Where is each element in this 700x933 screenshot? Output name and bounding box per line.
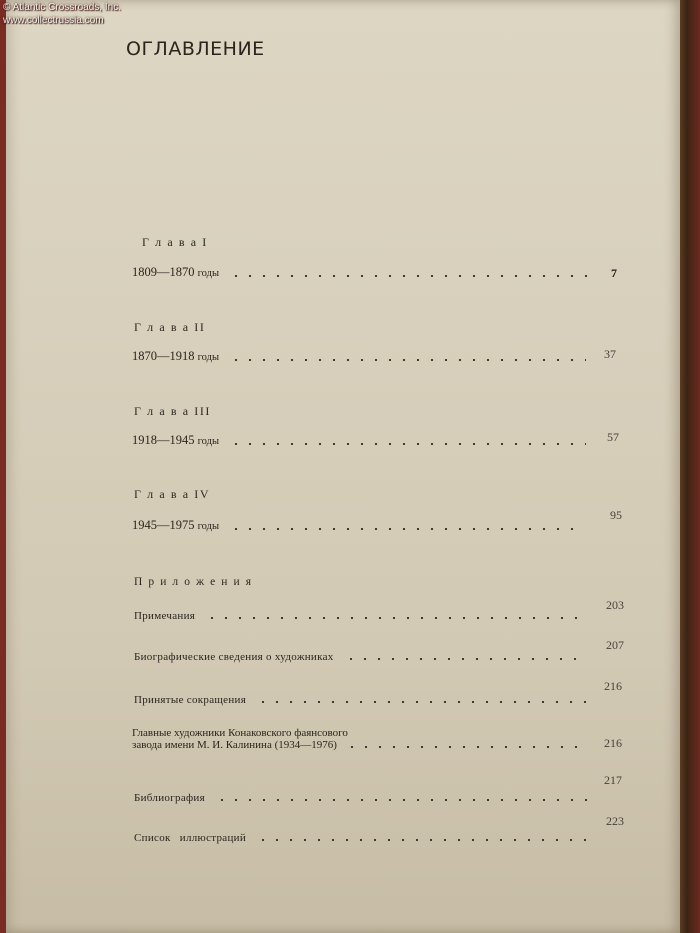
watermark-url: www.collectrussia.com [3, 15, 104, 26]
appendix-page-notes: 203 [606, 598, 624, 612]
leader-dots [229, 528, 584, 530]
leader-dots [215, 799, 588, 801]
chapter-years-4: 1945—1975 [132, 518, 195, 532]
appendix-item-label-line2: завода имени М. И. Калинина (1934—1976) [132, 739, 337, 751]
chapter-years-2: 1870—1918 [132, 349, 195, 363]
chapter-suffix-3: годы [197, 436, 220, 447]
page-title: ОГЛАВЛЕНИЕ [126, 38, 265, 60]
chapter-page-1: 7 [611, 266, 617, 280]
chapter-label-1: Г л а в а I [142, 235, 208, 249]
appendix-item-label-line1: Главные художники Конаковского фаянсового [132, 727, 348, 739]
appendix-page-biographies: 207 [606, 638, 624, 652]
chapter-label-4: Г л а в а IV [134, 487, 211, 501]
toc-entry-chapter-3[interactable] [132, 430, 592, 448]
toc-entry-notes[interactable] [134, 604, 594, 622]
appendix-heading: П р и л о ж е н и я [134, 576, 253, 588]
appendix-item-label: Библиография [134, 792, 205, 804]
leader-dots [256, 701, 588, 703]
appendix-page-chief-artists: 216 [604, 736, 622, 750]
chapter-suffix-1: годы [197, 268, 220, 279]
toc-entry-bibliography[interactable] [134, 786, 594, 804]
chapter-page-4: 95 [610, 508, 622, 522]
book-page [6, 0, 680, 933]
toc-entry-chief-artists[interactable] [132, 727, 592, 751]
chapter-label-2: Г л а в а II [134, 320, 206, 334]
leader-dots [344, 658, 588, 660]
toc-entry-biographies[interactable] [134, 645, 594, 663]
chapter-label-3: Г л а в а III [134, 404, 212, 418]
watermark [3, 1, 121, 27]
chapter-suffix-2: годы [197, 352, 220, 363]
leader-dots [345, 746, 586, 748]
leader-dots [229, 443, 586, 445]
leader-dots [205, 617, 588, 619]
appendix-page-illustrations: 223 [606, 814, 624, 828]
leader-dots [256, 839, 588, 841]
appendix-page-bibliography: 217 [604, 773, 622, 787]
chapter-years-1: 1809—1870 [132, 265, 195, 279]
leader-dots [229, 359, 586, 361]
chapter-page-3: 57 [607, 430, 619, 444]
watermark-copyright: © Atlantic Crossroads, Inc. [3, 2, 121, 13]
appendix-item-label: Примечания [134, 610, 196, 622]
chapter-years-3: 1918—1945 [132, 433, 195, 447]
toc-entry-abbreviations[interactable] [134, 688, 594, 706]
chapter-suffix-4: годы [197, 521, 220, 532]
appendix-item-label: Биографические сведения о художниках [134, 651, 334, 663]
toc-entry-chapter-2[interactable] [132, 346, 592, 364]
appendix-page-abbreviations: 216 [604, 679, 622, 693]
leader-dots [229, 275, 592, 277]
toc-entry-illustrations[interactable] [134, 826, 594, 844]
chapter-page-2: 37 [604, 347, 616, 361]
toc-entry-chapter-4[interactable] [132, 515, 590, 533]
appendix-item-label: Принятые сокращения [134, 694, 247, 706]
appendix-item-label: Список иллюстраций [134, 832, 247, 844]
toc-entry-chapter-1[interactable] [132, 262, 598, 280]
